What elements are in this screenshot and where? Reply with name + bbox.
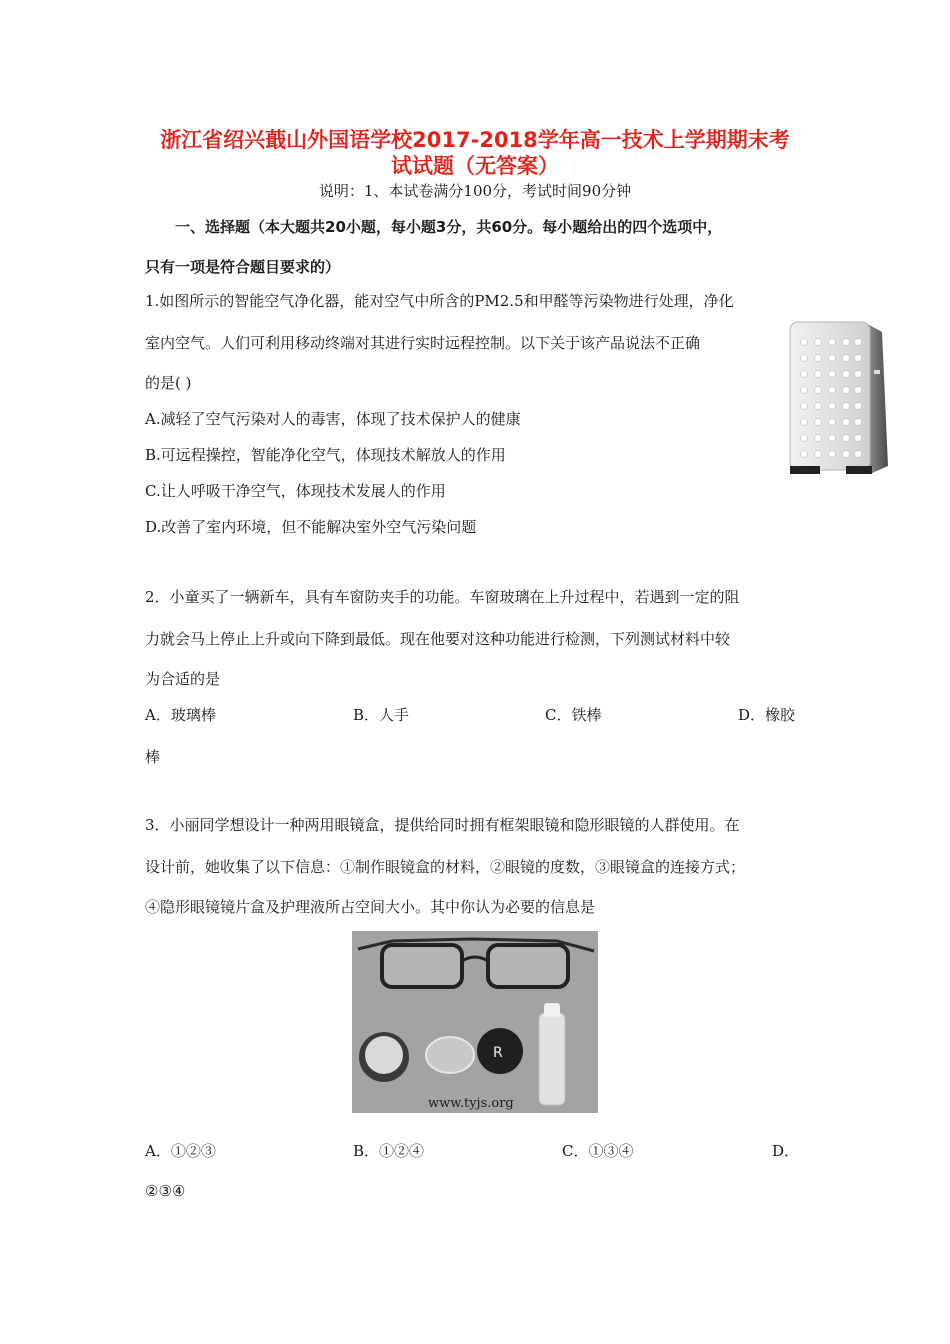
question-3-line-2: 设计前，她收集了以下信息：①制作眼镜盒的材料，②眼镜的度数，③眼镜盒的连接方式； bbox=[145, 858, 746, 876]
question-2-option-d: D．橡胶 bbox=[738, 706, 796, 724]
question-2-line-1: 2．小童买了一辆新车，具有车窗防夹手的功能。车窗玻璃在上升过程中，若遇到一定的阻 bbox=[145, 588, 740, 606]
photo-watermark: www.tyjs.org bbox=[428, 1096, 514, 1111]
question-1-line-2: 室内空气。人们可利用移动终端对其进行实时远程控制。以下关于该产品说法不正确 bbox=[145, 334, 701, 352]
question-3-option-b: B．①②④ bbox=[353, 1142, 425, 1160]
document-title-line1: 浙江省绍兴蕺山外国语学校2017-2018学年高一技术上学期期末考 bbox=[160, 128, 790, 152]
document-title-line2: 试试题（无答案） bbox=[391, 154, 559, 178]
question-1-option-d: D.改善了室内环境，但不能解决室外空气污染问题 bbox=[145, 518, 477, 536]
glasses-drawing bbox=[352, 931, 598, 1113]
question-1-line-3: 的是( ) bbox=[145, 374, 192, 392]
question-3-line-1: 3．小丽同学想设计一种两用眼镜盒，提供给同时拥有框架眼镜和隐形眼镜的人群使用。在 bbox=[145, 816, 740, 834]
question-3-option-c: C．①③④ bbox=[562, 1142, 634, 1160]
question-2-line-3: 为合适的是 bbox=[145, 670, 221, 688]
question-2-option-b: B．人手 bbox=[353, 706, 410, 724]
question-2-option-a: A．玻璃棒 bbox=[145, 706, 216, 724]
air-purifier-image bbox=[786, 318, 896, 480]
question-1-option-b: B.可远程操控，智能净化空气，体现技术解放人的作用 bbox=[145, 446, 506, 464]
question-3-option-d-wrap: ②③④ bbox=[145, 1182, 186, 1200]
section-header-line2: 只有一项是符合题目要求的） bbox=[145, 258, 341, 276]
question-1-option-c: C.让人呼吸干净空气，体现技术发展人的作用 bbox=[145, 482, 446, 500]
section-header-line1: 一、选择题（本大题共20小题，每小题3分，共60分。每小题给出的四个选项中， bbox=[175, 218, 723, 236]
glasses-photo bbox=[352, 931, 598, 1113]
question-3-option-a: A．①②③ bbox=[145, 1142, 216, 1160]
svg-text:R: R bbox=[493, 1045, 503, 1061]
question-3-option-d: D． bbox=[772, 1142, 800, 1160]
question-3-line-3: ④隐形眼镜镜片盒及护理液所占空间大小。其中你认为必要的信息是 bbox=[145, 898, 596, 916]
question-1-option-a: A.减轻了空气污染对人的毒害，体现了技术保护人的健康 bbox=[145, 410, 521, 428]
question-2-option-d-wrap: 棒 bbox=[145, 748, 161, 766]
question-1-line-1: 1.如图所示的智能空气净化器，能对空气中所含的PM2.5和甲醛等污染物进行处理，净化 bbox=[145, 292, 734, 310]
exam-note: 说明：1、本试卷满分100分，考试时间90分钟 bbox=[318, 182, 632, 200]
question-2-line-2: 力就会马上停止上升或向下降到最低。现在他要对这种功能进行检测，下列测试材料中较 bbox=[145, 630, 731, 648]
question-2-option-c: C．铁棒 bbox=[545, 706, 602, 724]
